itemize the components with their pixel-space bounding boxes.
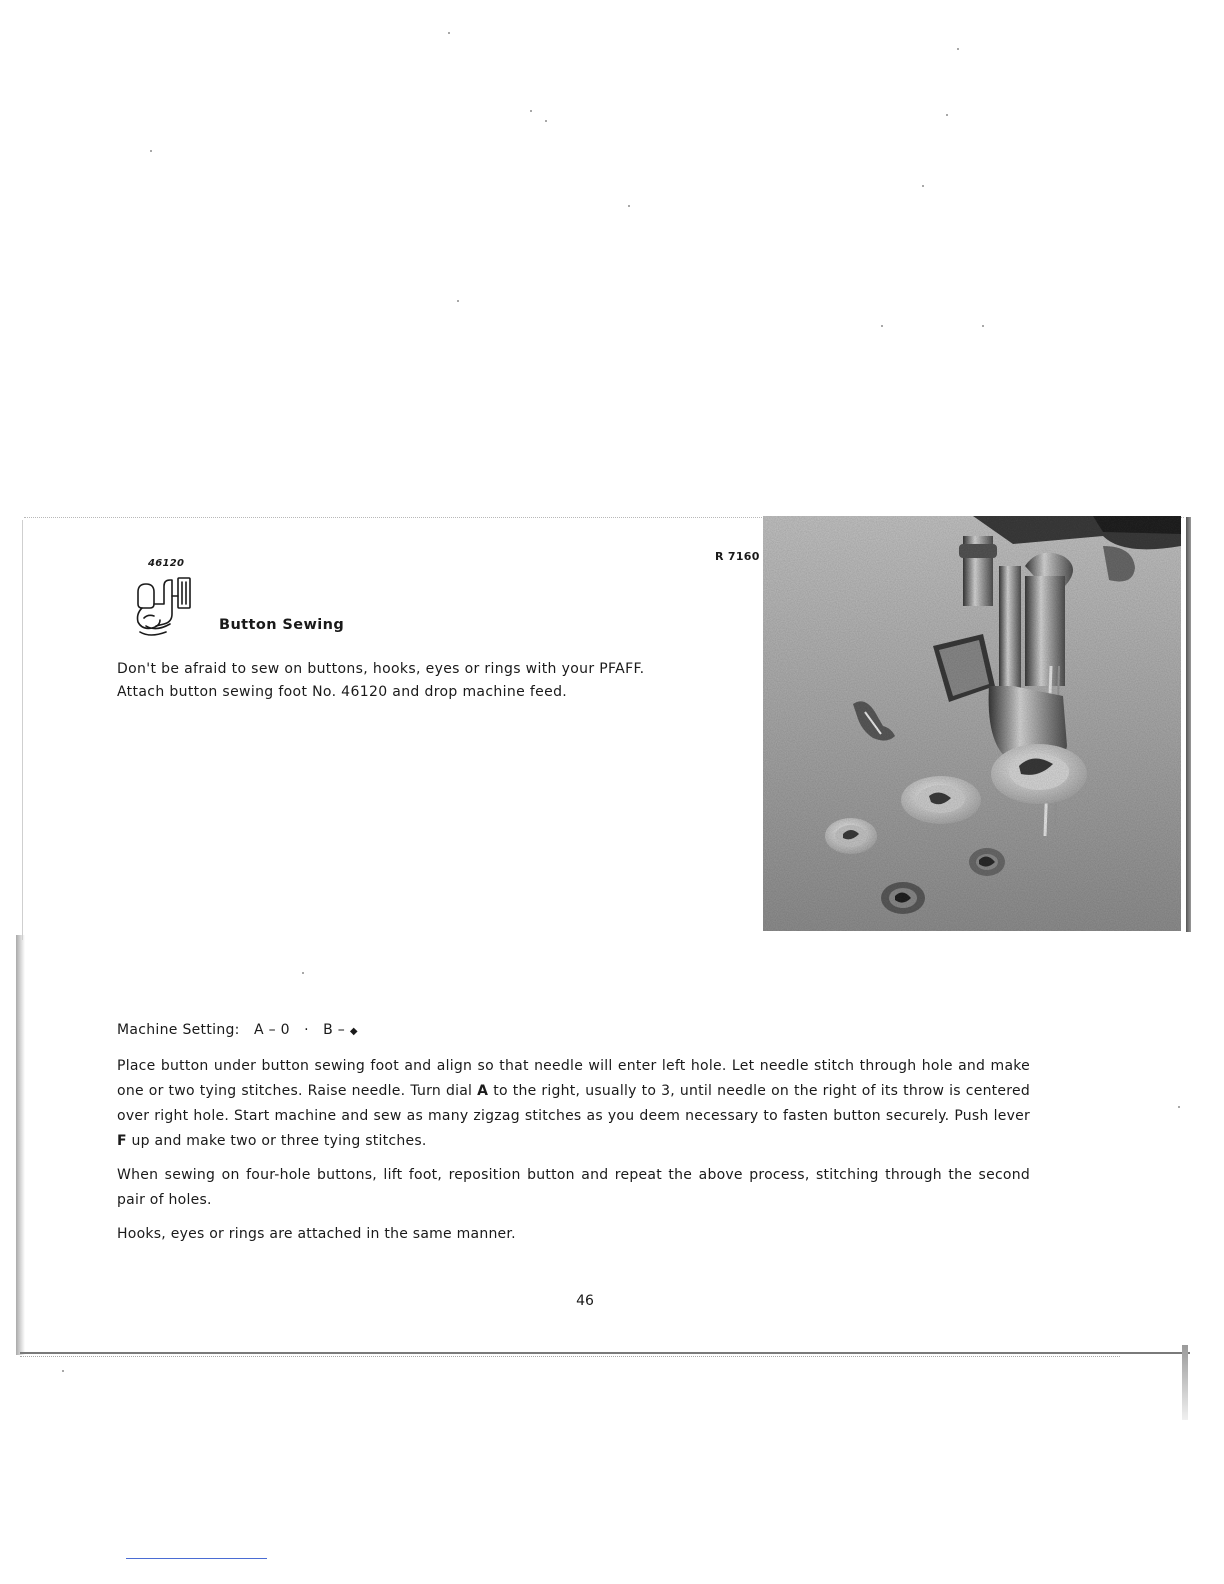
intro-paragraph [117,658,707,704]
scan-speck [150,150,152,152]
scan-speck [62,1370,64,1372]
section-title: Button Sewing [219,617,345,633]
scan-speck [881,325,883,327]
machine-setting-label: Machine Setting: [117,1022,240,1038]
scan-speck [545,120,547,122]
text-run: to the right, usually to 3, until needle on the right of its throw is centered over right hole. Start machine and sew as many zigzag stitches as you deem necessary to fasten button securely. Push lever [117,1083,1030,1124]
dial-label: A [477,1083,489,1099]
scan-speck [448,32,450,34]
scan-speck [946,114,948,116]
text-run: up and make two or three tying stitches. [126,1133,427,1149]
setting-b: B – [323,1022,346,1038]
instruction-paragraph: Hooks, eyes or rings are attached in the same manner. [117,1226,516,1242]
part-number: 46120 [148,558,185,569]
figure-reference: R 7160 [715,550,760,563]
instruction-paragraph: When sewing on four-hole buttons, lift foot, reposition button and repeat the above process, stitching through the second pair of holes. [117,1167,1030,1208]
instruction-paragraph [117,1054,1030,1154]
scan-speck [530,110,532,112]
scan-edge-line [22,520,23,940]
scan-speck [1178,1106,1180,1108]
instructions [117,1054,1030,1256]
scan-speck [302,972,304,974]
page-right-edge-fade [1182,1345,1188,1420]
machine-setting [117,1022,358,1038]
scan-speck [982,325,984,327]
page-bottom-edge [20,1352,1190,1354]
machine-photo [763,516,1181,931]
intro-line: Don't be afraid to sew on buttons, hooks, eyes or rings with your PFAFF. [117,661,645,677]
lever-label: F [117,1133,127,1149]
scan-edge-shadow [16,935,25,1355]
button-sewing-foot-icon [130,574,212,640]
intro-line: Attach button sewing foot No. 46120 and drop machine feed. [117,684,568,700]
page-bottom-edge-shadow [20,1356,1120,1357]
setting-a: A – 0 [253,1022,290,1038]
scan-speck [628,205,630,207]
scan-speck [457,300,459,302]
setting-separator: · [304,1022,309,1038]
scan-speck [957,48,959,50]
link-underline [126,1558,267,1559]
page-number: 46 [576,1293,594,1309]
scan-speck [922,185,924,187]
text-run: Place button under button sewing foot and align so that needle will enter left hole. Let needle stitch through hole and make one or two tying stitches. Raise needle. Turn dial [117,1058,1030,1099]
arrow-left-icon: ◆ [349,1026,358,1037]
page-right-edge [1186,517,1191,932]
